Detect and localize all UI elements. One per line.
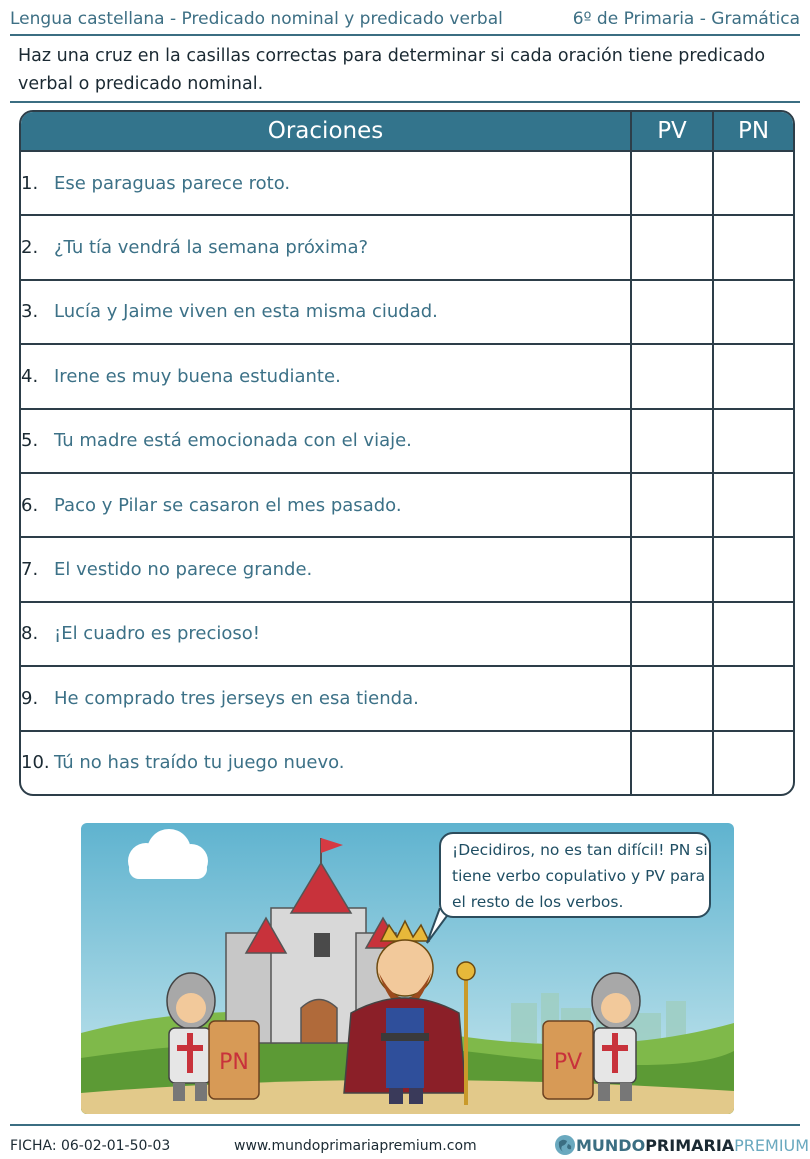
pv-checkbox[interactable] xyxy=(630,216,712,280)
pn-checkbox[interactable] xyxy=(712,538,793,602)
column-header-pv: PV xyxy=(630,112,712,152)
scroll-left-label: PN xyxy=(219,1050,249,1075)
pn-checkbox[interactable] xyxy=(712,410,793,474)
brand-word-3: PREMIUM xyxy=(734,1135,810,1155)
table-row xyxy=(21,152,793,216)
column-header-pn: PN xyxy=(712,112,793,152)
table-header-row xyxy=(21,112,793,152)
sentence-text: Tú no has traído tu juego nuevo. xyxy=(54,752,345,774)
website-link[interactable]: www.mundoprimariapremium.com xyxy=(234,1138,477,1154)
table-row xyxy=(21,732,793,794)
row-number: 8. xyxy=(21,623,39,645)
sentence-cell xyxy=(21,345,630,409)
sentence-text: ¡El cuadro es precioso! xyxy=(54,623,261,645)
pv-checkbox[interactable] xyxy=(630,732,712,794)
row-number: 9. xyxy=(21,687,39,709)
column-header-oraciones: Oraciones xyxy=(21,112,630,152)
pn-checkbox[interactable] xyxy=(712,216,793,280)
brand-word-2: PRIMARIA xyxy=(645,1135,735,1155)
row-number: 3. xyxy=(21,301,39,323)
pv-checkbox[interactable] xyxy=(630,281,712,345)
exercise-table xyxy=(19,110,795,796)
sentence-text: Tu madre está emocionada con el viaje. xyxy=(54,430,412,452)
table-row xyxy=(21,345,793,409)
pn-checkbox[interactable] xyxy=(712,345,793,409)
subject-title: Lengua castellana - Predicado nominal y predicado verbal xyxy=(10,9,503,29)
row-number: 1. xyxy=(21,172,39,194)
row-number: 6. xyxy=(21,494,39,516)
table-row xyxy=(21,603,793,667)
sentence-text: Ese paraguas parece roto. xyxy=(54,172,291,194)
table-row xyxy=(21,474,793,538)
pv-checkbox[interactable] xyxy=(630,667,712,731)
sentence-cell xyxy=(21,410,630,474)
pv-checkbox[interactable] xyxy=(630,345,712,409)
table-row xyxy=(21,538,793,602)
table-row xyxy=(21,216,793,280)
sentence-text: He comprado tres jerseys en esa tienda. xyxy=(54,687,419,709)
sentence-cell xyxy=(21,152,630,216)
pv-checkbox[interactable] xyxy=(630,152,712,216)
brand-logo xyxy=(554,1134,809,1156)
page-header xyxy=(10,4,800,36)
grade-label: 6º de Primaria - Gramática xyxy=(572,9,800,29)
globe-icon xyxy=(554,1134,576,1156)
pn-checkbox[interactable] xyxy=(712,281,793,345)
sentence-cell xyxy=(21,603,630,667)
pn-checkbox[interactable] xyxy=(712,474,793,538)
pv-checkbox[interactable] xyxy=(630,474,712,538)
sentence-text: ¿Tu tía vendrá la semana próxima? xyxy=(54,237,369,259)
brand-word-1: MUNDO xyxy=(576,1135,646,1155)
row-number: 4. xyxy=(21,365,39,387)
speech-bubble: ¡Decidiros, no es tan difícil! PN si tiene verbo copulativo y PV para el resto de los verbos. xyxy=(439,832,711,918)
sentence-text: El vestido no parece grande. xyxy=(54,559,313,581)
row-number: 7. xyxy=(21,559,39,581)
page-footer xyxy=(10,1124,810,1156)
pn-checkbox[interactable] xyxy=(712,603,793,667)
sentence-cell xyxy=(21,538,630,602)
sentence-text: Irene es muy buena estudiante. xyxy=(54,365,341,387)
sentence-text: Paco y Pilar se casaron el mes pasado. xyxy=(54,494,402,516)
sentence-cell xyxy=(21,216,630,280)
pv-checkbox[interactable] xyxy=(630,538,712,602)
divider xyxy=(10,101,800,103)
pn-checkbox[interactable] xyxy=(712,732,793,794)
sentence-cell xyxy=(21,474,630,538)
sentence-cell xyxy=(21,667,630,731)
row-number: 10. xyxy=(21,752,50,774)
table-row xyxy=(21,410,793,474)
row-number: 2. xyxy=(21,237,39,259)
pn-checkbox[interactable] xyxy=(712,667,793,731)
row-number: 5. xyxy=(21,430,39,452)
pv-checkbox[interactable] xyxy=(630,603,712,667)
table-row xyxy=(21,667,793,731)
sentence-cell xyxy=(21,281,630,345)
instructions: Haz una cruz en la casillas correctas para determinar si cada oración tiene predicado verbal o predicado nominal. xyxy=(18,46,766,94)
table-row xyxy=(21,281,793,345)
pn-checkbox[interactable] xyxy=(712,152,793,216)
pv-checkbox[interactable] xyxy=(630,410,712,474)
sheet-code: FICHA: 06-02-01-50-03 xyxy=(10,1138,171,1154)
sentence-cell xyxy=(21,732,630,794)
scroll-right-label: PV xyxy=(553,1050,583,1075)
sentence-text: Lucía y Jaime viven en esta misma ciudad. xyxy=(54,301,438,323)
